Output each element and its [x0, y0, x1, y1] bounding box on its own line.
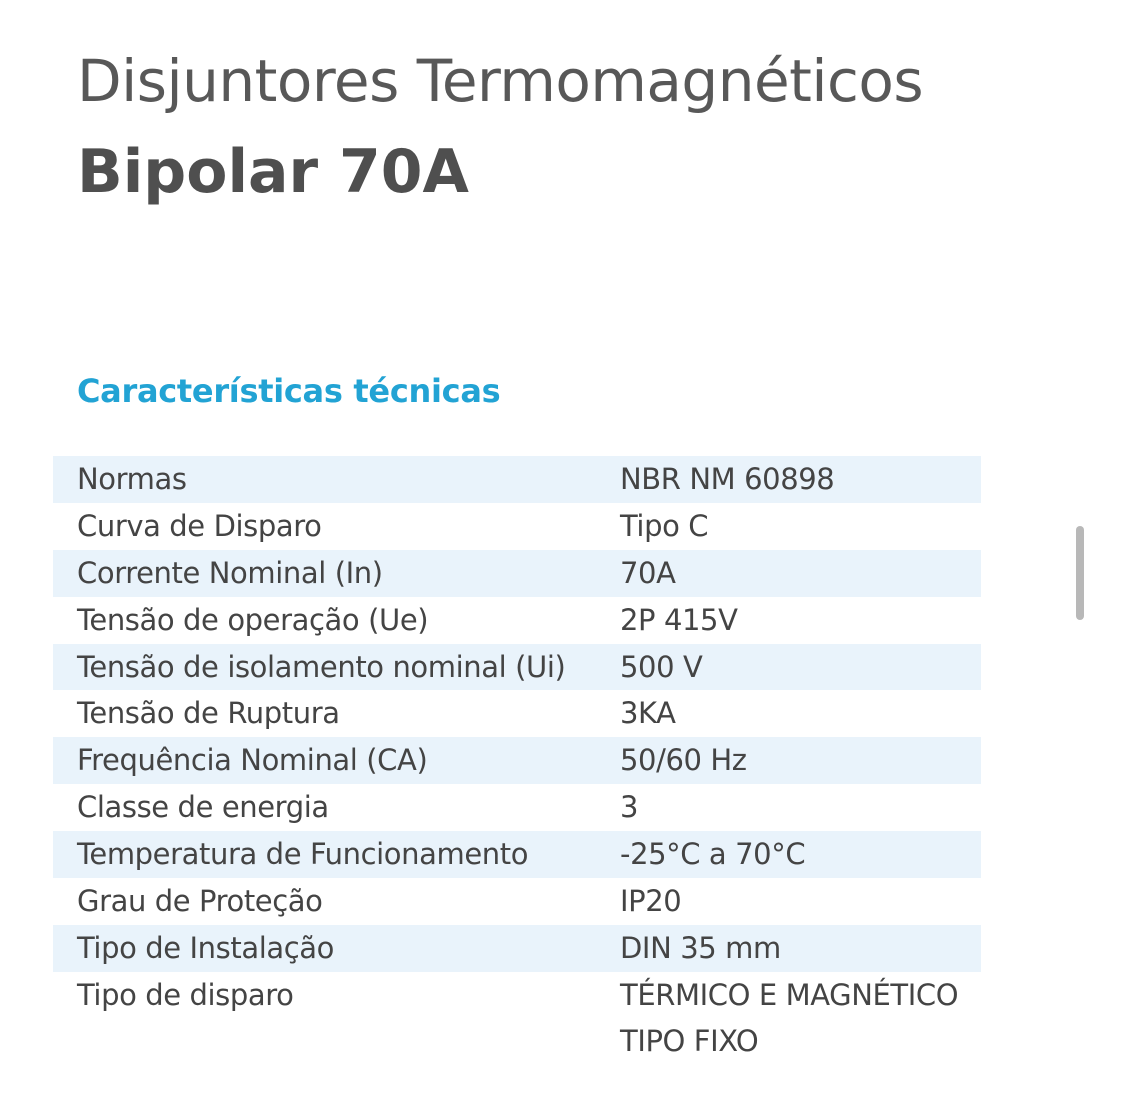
spec-row-temperatura [53, 831, 981, 878]
spec-label: Normas [77, 462, 187, 496]
scrollbar-thumb[interactable] [1076, 526, 1084, 620]
spec-value: -25°C a 70°C [620, 837, 806, 872]
spec-label: Classe de energia [77, 790, 329, 825]
spec-label: Grau de Proteção [77, 884, 323, 919]
spec-value: NBR NM 60898 [620, 462, 835, 496]
spec-value: TÉRMICO E MAGNÉTICO TIPO FIXO [620, 977, 959, 1058]
spec-value: 3KA [620, 696, 676, 731]
spec-row-tipo-de-instalacao [53, 925, 981, 972]
spec-value: 500 V [620, 649, 703, 684]
spec-row-tensao-de-isolamento [53, 644, 981, 691]
spec-value: 50/60 Hz [620, 743, 747, 778]
spec-label: Tensão de operação (Ue) [77, 602, 429, 637]
specs-table [53, 456, 981, 1068]
spec-row-tensao-de-operacao [53, 597, 981, 644]
spec-label: Tensão de Ruptura [77, 696, 340, 731]
spec-row-tipo-de-disparo [53, 972, 981, 1068]
spec-row-normas [53, 456, 981, 503]
section-heading: Características técnicas [77, 372, 501, 410]
spec-label: Curva de Disparo [77, 508, 322, 543]
spec-row-grau-de-protecao [53, 878, 981, 925]
spec-label: Tipo de Instalação [77, 930, 334, 965]
spec-value: 2P 415V [620, 602, 738, 637]
spec-value: 70A [620, 555, 676, 590]
page-title: Disjuntores Termomagnéticos [77, 47, 924, 115]
spec-value: 3 [620, 790, 639, 825]
spec-row-classe-de-energia [53, 784, 981, 831]
spec-value: IP20 [620, 884, 682, 919]
spec-label: Corrente Nominal (In) [77, 555, 383, 590]
spec-label: Tipo de disparo [77, 977, 294, 1012]
spec-row-corrente-nominal [53, 550, 981, 597]
spec-row-tensao-de-ruptura [53, 690, 981, 737]
spec-label: Temperatura de Funcionamento [77, 837, 529, 872]
spec-row-curva-de-disparo [53, 503, 981, 550]
spec-value: Tipo C [620, 508, 709, 543]
spec-label: Frequência Nominal (CA) [77, 743, 428, 778]
page-subtitle: Bipolar 70A [77, 137, 469, 207]
spec-row-frequencia-nominal [53, 737, 981, 784]
spec-value: DIN 35 mm [620, 930, 781, 965]
spec-label: Tensão de isolamento nominal (Ui) [77, 649, 566, 684]
